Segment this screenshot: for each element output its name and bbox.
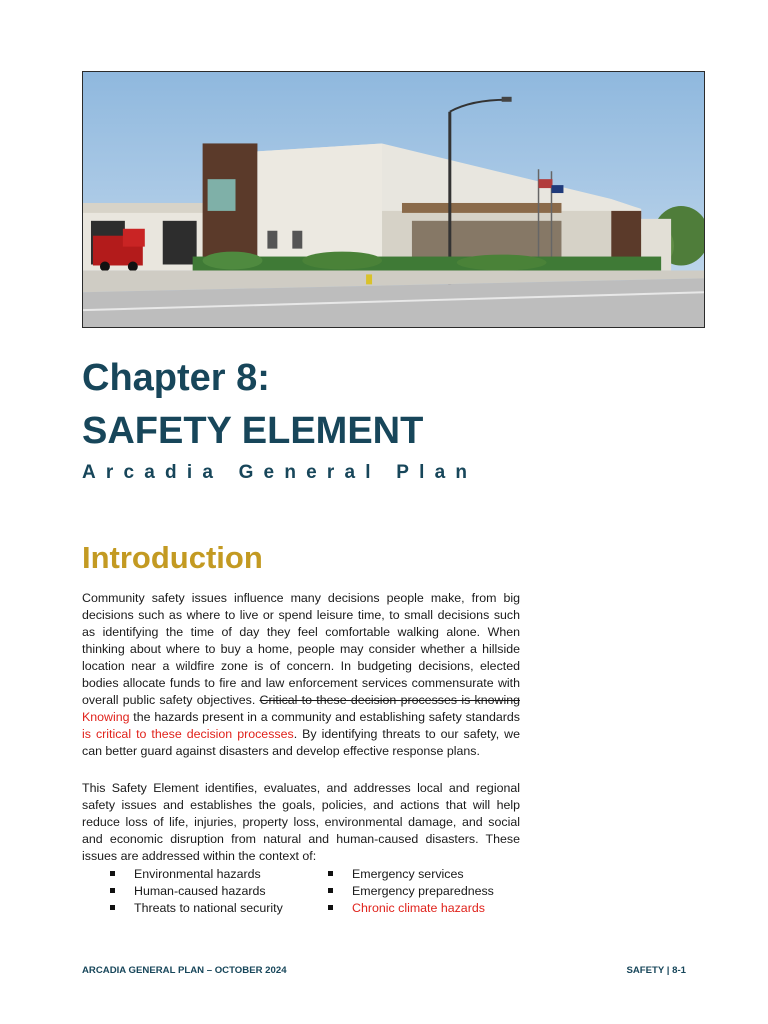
square-bullet-icon bbox=[328, 905, 333, 910]
paragraph-text: . By identifying threats to our safety, we can better guard against disasters and develop effective response plans. bbox=[82, 727, 520, 758]
chapter-number: Chapter 8: bbox=[82, 357, 270, 399]
square-bullet-icon bbox=[110, 871, 115, 876]
list-item bbox=[328, 883, 494, 900]
list-item-label: Human-caused hazards bbox=[134, 884, 266, 898]
list-item-label: Emergency services bbox=[352, 867, 464, 881]
list-item bbox=[328, 866, 494, 883]
square-bullet-icon bbox=[110, 888, 115, 893]
bullet-list-left bbox=[110, 866, 283, 917]
paragraph-text: the hazards present in a community and establishing safety standards bbox=[129, 710, 520, 724]
list-item-label: Threats to national security bbox=[134, 901, 283, 915]
page-title: SAFETY ELEMENT bbox=[82, 410, 424, 452]
paragraph-text: Community safety issues influence many decisions people make, from big decisions such as where to live or spend leisure time, to small decisions such as identifying the time of day they feel comfortable walking alone. When thinking about where to buy a home, people may consider whether a hillside location near a wildfire zone is of concern. In budgeting decisions, elected bodies allocate funds to fire and law enforcement services commensurate with overall public safety objectives. bbox=[82, 591, 520, 707]
square-bullet-icon bbox=[328, 888, 333, 893]
square-bullet-icon bbox=[110, 905, 115, 910]
fire-station-illustration bbox=[83, 72, 704, 327]
intro-paragraph-2: This Safety Element identifies, evaluates, and addresses local and regional safety issues and establishes the goals, policies, and actions that will help reduce loss of life, injuries, property loss, environmental damage, and social and economic disruption from natural and human-caused disasters. These issues are addressed within the context of: bbox=[82, 781, 520, 863]
inserted-text: Knowing bbox=[82, 710, 130, 724]
deleted-text: Critical to these decision processes is knowing bbox=[259, 693, 520, 707]
list-item bbox=[328, 900, 494, 917]
bullet-list-right bbox=[328, 866, 494, 917]
section-heading-introduction: Introduction bbox=[82, 540, 263, 575]
list-item-label: Environmental hazards bbox=[134, 867, 261, 881]
list-item bbox=[110, 866, 283, 883]
list-item bbox=[110, 883, 283, 900]
cover-photo bbox=[82, 71, 705, 328]
footer-page-number: SAFETY | 8-1 bbox=[626, 965, 686, 976]
square-bullet-icon bbox=[328, 871, 333, 876]
list-item-label: Emergency preparedness bbox=[352, 884, 494, 898]
inserted-text: is critical to these decision processes bbox=[82, 727, 294, 741]
intro-paragraph-1 bbox=[82, 590, 520, 760]
footer-document-title: ARCADIA GENERAL PLAN – OCTOBER 2024 bbox=[82, 965, 287, 976]
list-item-label: Chronic climate hazards bbox=[352, 901, 485, 915]
list-item bbox=[110, 900, 283, 917]
plan-subtitle: Arcadia General Plan bbox=[82, 462, 478, 483]
